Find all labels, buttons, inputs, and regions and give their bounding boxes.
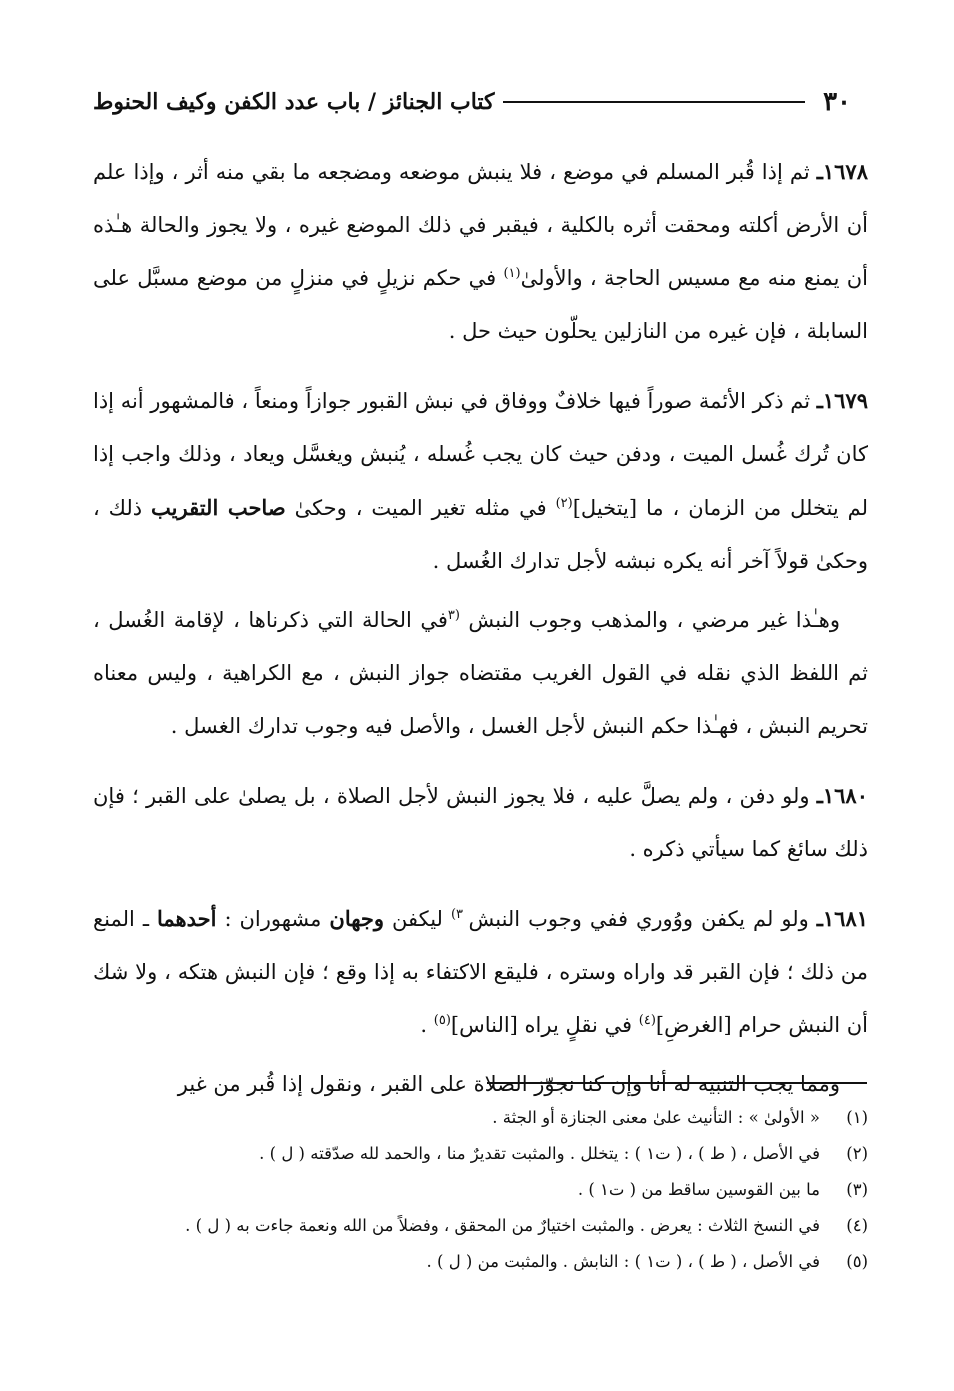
paragraph-number: ١٦٨٠ـ xyxy=(816,783,868,808)
header-title: كتاب الجنائز / باب عدد الكفن وكيف الحنوط xyxy=(93,89,495,115)
footnote-item xyxy=(93,1136,868,1172)
footnote-mark: (١) xyxy=(846,1108,868,1127)
footnote-item xyxy=(93,1172,868,1208)
bold-term: صاحب التقريب xyxy=(151,495,286,520)
paragraph-text: ـ المنع من ذلك ؛ فإن القبر قد واراه وستره ، فليقع الاكتفاء به إذا وقع ؛ فإن النبش هتكه ، ولا شك أن النبش حرام [الغرضِ] xyxy=(93,907,868,1037)
paragraph-text: ولو لم يكفن ووُوري ففي وجوب النبش xyxy=(468,907,817,931)
paragraph-1678 xyxy=(93,145,868,358)
main-text xyxy=(93,145,868,1111)
bold-term: أحدهما xyxy=(157,906,217,931)
paragraph-text: في حكم نزيلٍ في منزلٍ من موضع مسبَّل على السابلة ، فإن غيره من النازلين يحلّون حيث حل . xyxy=(93,266,868,343)
paragraph-1681 xyxy=(93,892,868,1052)
paragraph-1680 xyxy=(93,769,868,876)
paragraph-text: ثم ذكر الأئمة صوراً فيها خلافٌ ووفاق في نبش القبور جوازاً ومنعاً ، فالمشهور أنه إذا كان تُرك غُسل الميت ، ودفن حيث كان يجب غُسله ، يُنبش ويغسَّل ويعاد ، وذلك واجب إذا لم يتخلل من الزمان ، ما [يتخيل] xyxy=(93,389,869,520)
paragraph-text: ومما يجب التنبيه له أنا وإن كنا نجوّز الصلاة على القبر ، ونقول إذا قُبر من غير xyxy=(177,1072,840,1096)
paragraph-text: في نقلٍ يراه [الناس] xyxy=(450,1013,639,1037)
footnote-item xyxy=(93,1208,868,1244)
paragraph-text: . xyxy=(420,1013,434,1037)
paragraph-text: ولو دفن ، ولم يصلَّ عليه ، فلا يجوز النبش لأجل الصلاة ، بل يصلىٰ على القبر ؛ فإن ذلك سائغ كما سيأتي ذكره . xyxy=(93,784,868,861)
footnote-text: في الأصل ، ( ط ) ، ( ت١ ) : النابش . والمثبت من ( ل ) . xyxy=(426,1252,820,1271)
footnote-mark: (٣) xyxy=(846,1180,868,1199)
running-header xyxy=(93,82,851,122)
footnote-item xyxy=(93,1100,868,1136)
paragraph-text: ليكفن xyxy=(384,907,451,931)
bold-term: وجهان xyxy=(329,906,385,931)
paragraph-text: في الحالة التي ذكرناها ، لإقامة الغُسل ، ثم اللفظ الذي نقله في القول الغريب مقتضاه جواز النبش ، مع الكراهية ، وليس معناه تحريم النبش ، فهـٰذا حكم النبش لأجل الغسل ، والأصل فيه وجوب تدارك الغسل . xyxy=(93,608,868,738)
paragraph-continuation xyxy=(93,594,868,753)
footnote-mark: (٥) xyxy=(846,1252,868,1271)
footnote-ref: (٥) xyxy=(433,1013,451,1028)
footnote-ref: (٢) xyxy=(555,496,573,511)
footnotes xyxy=(93,1100,868,1280)
header-rule xyxy=(503,101,806,103)
paragraph-number: ١٦٧٨ـ xyxy=(816,159,868,184)
footnote-text: « الأولىٰ » : التأنيث علىٰ معنى الجنازة أو الجثة . xyxy=(492,1108,820,1127)
paragraph-number: ١٦٨١ـ xyxy=(816,906,869,931)
footnote-ref: (١) xyxy=(503,266,521,281)
page-number: ٣٠ xyxy=(823,87,851,117)
footnote-ref: ٣) xyxy=(450,907,469,922)
footnote-ref: (٤) xyxy=(638,1013,656,1028)
paragraph-text: وهـٰذا غير مرضي ، والمذهب وجوب النبش xyxy=(459,608,840,632)
footnote-separator xyxy=(487,1082,867,1084)
paragraph-text: في مثله تغير الميت ، وحكىٰ xyxy=(285,496,556,520)
footnote-mark: (٢) xyxy=(846,1144,868,1163)
footnote-item xyxy=(93,1244,868,1280)
paragraph-1679 xyxy=(93,374,868,588)
paragraph-text: ثم إذا قُبر المسلم في موضع ، فلا ينبش موضعه ومضجعه ما بقي منه أثر ، وإذا علم أن الأرض أكلته ومحقت أثره بالكلية ، فيقبر في ذلك الموضع غيره ، ولا يجوز والحالة هـٰذه أن يمنع منه مع مسيس الحاجة ، والأولىٰ xyxy=(93,160,868,290)
footnote-text: ما بين القوسين ساقط من ( ت١ ) . xyxy=(577,1180,820,1199)
paragraph-text: ذلك ، وحكىٰ قولاً آخر أنه يكره نبشه لأجل تدارك الغُسل . xyxy=(93,496,868,573)
footnote-text: في الأصل ، ( ط ) ، ( ت١ ) : يتخلل . والمثبت تقديرٌ منا ، والحمد لله صدّقته ( ل ) . xyxy=(259,1144,820,1163)
paragraph-number: ١٦٧٩ـ xyxy=(816,388,868,413)
footnote-ref: (٣ xyxy=(447,608,460,623)
footnote-mark: (٤) xyxy=(846,1216,868,1235)
footnote-text: في النسخ الثلاث : يعرض . والمثبت اختيارٌ من المحقق ، وفضلاً من الله ونعمة جاءت به ( ل ) . xyxy=(185,1216,820,1235)
paragraph-text: مشهوران : xyxy=(216,907,330,931)
